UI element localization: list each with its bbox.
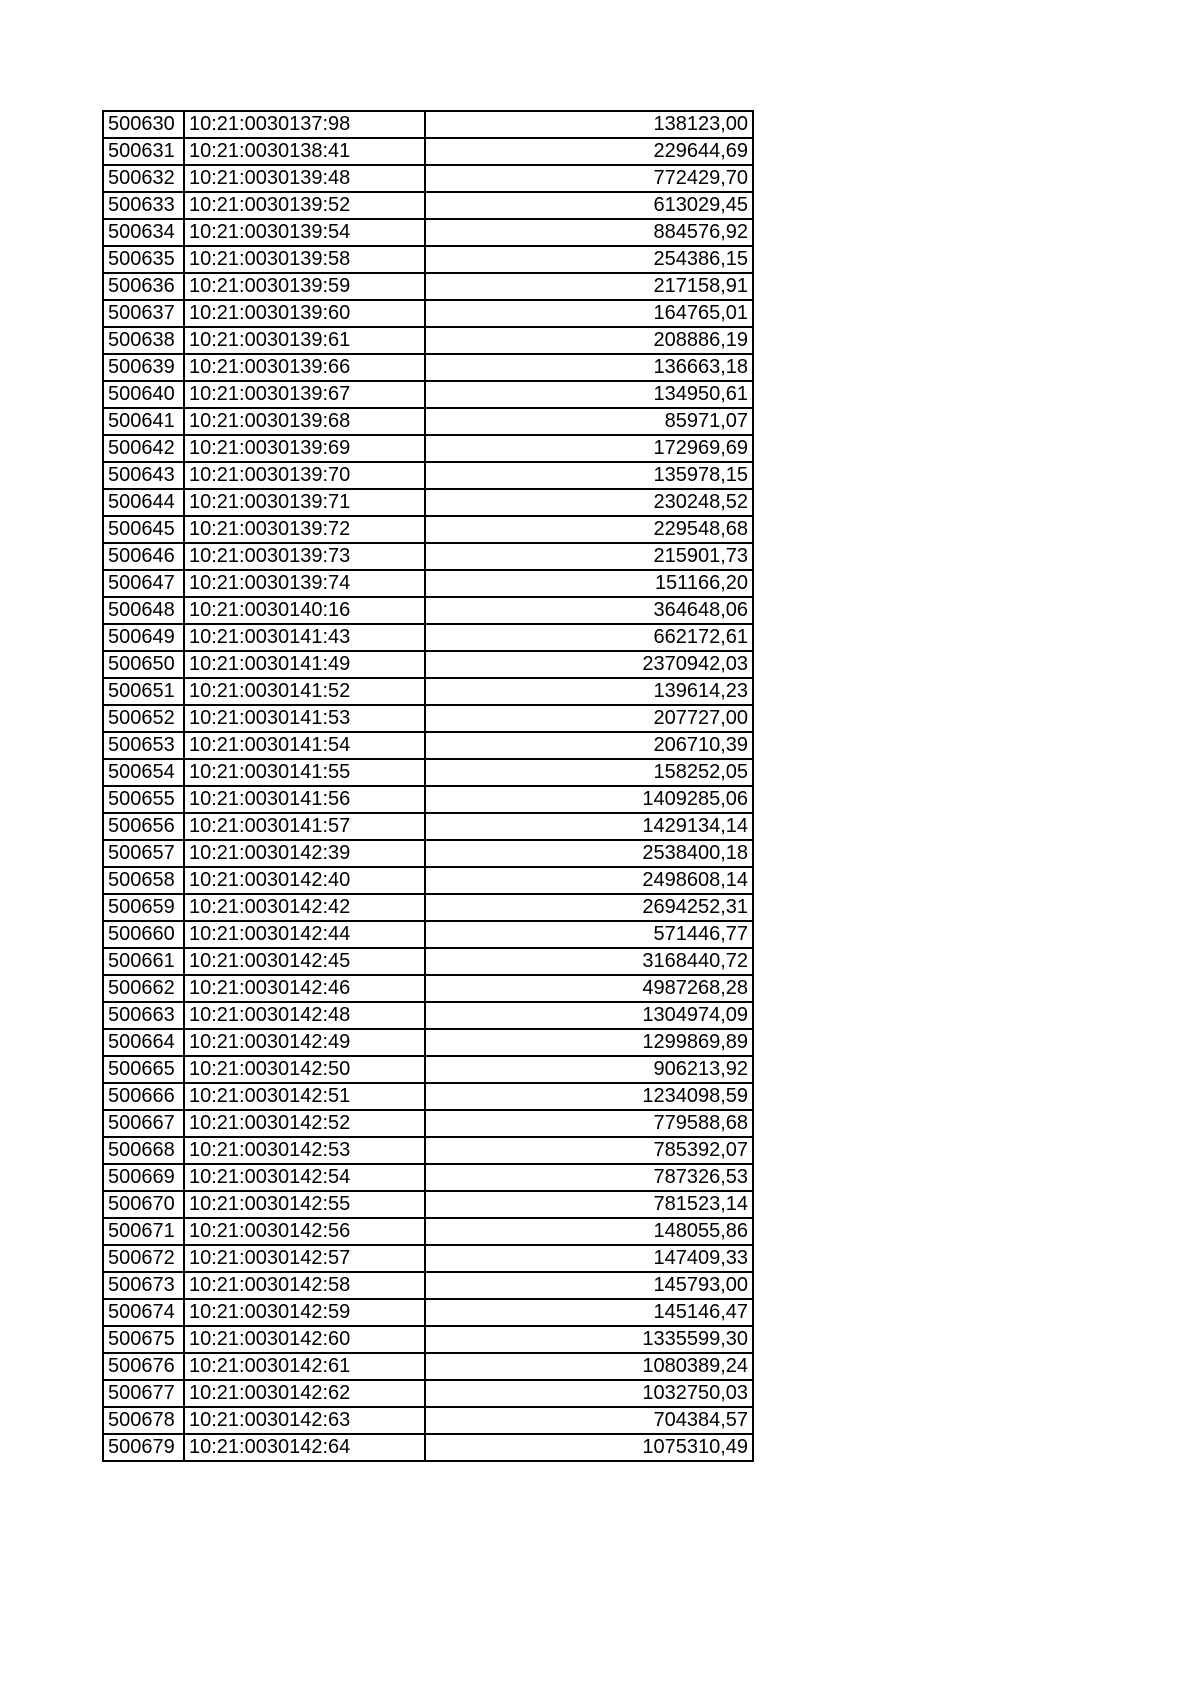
table-row (103, 1083, 753, 1110)
cell-cadastral-number: 10:21:0030142:56 (184, 1218, 425, 1245)
table-row (103, 840, 753, 867)
table-row (103, 138, 753, 165)
cell-id: 500633 (103, 192, 184, 219)
table-row (103, 219, 753, 246)
table-row (103, 894, 753, 921)
table-row (103, 1191, 753, 1218)
cell-cadastral-number: 10:21:0030142:42 (184, 894, 425, 921)
cell-cadastral-number: 10:21:0030141:54 (184, 732, 425, 759)
table-row (103, 192, 753, 219)
cell-id: 500634 (103, 219, 184, 246)
cell-amount: 151166,20 (425, 570, 753, 597)
cell-id: 500678 (103, 1407, 184, 1434)
cell-amount: 1234098,59 (425, 1083, 753, 1110)
cell-id: 500679 (103, 1434, 184, 1461)
table-row (103, 597, 753, 624)
table-row (103, 462, 753, 489)
cell-cadastral-number: 10:21:0030139:74 (184, 570, 425, 597)
table-row (103, 300, 753, 327)
cell-cadastral-number: 10:21:0030142:59 (184, 1299, 425, 1326)
cell-id: 500649 (103, 624, 184, 651)
cell-id: 500660 (103, 921, 184, 948)
cell-amount: 2498608,14 (425, 867, 753, 894)
cell-amount: 164765,01 (425, 300, 753, 327)
cell-amount: 2694252,31 (425, 894, 753, 921)
cell-amount: 571446,77 (425, 921, 753, 948)
cell-cadastral-number: 10:21:0030142:49 (184, 1029, 425, 1056)
cell-amount: 206710,39 (425, 732, 753, 759)
cell-amount: 139614,23 (425, 678, 753, 705)
cell-id: 500645 (103, 516, 184, 543)
cell-amount: 1429134,14 (425, 813, 753, 840)
table-row (103, 651, 753, 678)
cell-cadastral-number: 10:21:0030141:55 (184, 759, 425, 786)
cell-cadastral-number: 10:21:0030139:54 (184, 219, 425, 246)
table-row (103, 759, 753, 786)
cell-id: 500677 (103, 1380, 184, 1407)
cell-id: 500674 (103, 1299, 184, 1326)
cell-cadastral-number: 10:21:0030142:63 (184, 1407, 425, 1434)
cell-id: 500635 (103, 246, 184, 273)
table-row (103, 273, 753, 300)
table-row (103, 1218, 753, 1245)
cell-cadastral-number: 10:21:0030138:41 (184, 138, 425, 165)
cell-cadastral-number: 10:21:0030140:16 (184, 597, 425, 624)
table-row (103, 1326, 753, 1353)
cell-amount: 135978,15 (425, 462, 753, 489)
cell-id: 500672 (103, 1245, 184, 1272)
cell-amount: 662172,61 (425, 624, 753, 651)
table-row (103, 1164, 753, 1191)
cell-id: 500673 (103, 1272, 184, 1299)
cell-cadastral-number: 10:21:0030139:69 (184, 435, 425, 462)
cell-amount: 145793,00 (425, 1272, 753, 1299)
cell-cadastral-number: 10:21:0030139:70 (184, 462, 425, 489)
cell-amount: 145146,47 (425, 1299, 753, 1326)
cell-amount: 364648,06 (425, 597, 753, 624)
table-row (103, 354, 753, 381)
table-row (103, 1299, 753, 1326)
cell-cadastral-number: 10:21:0030141:43 (184, 624, 425, 651)
cell-amount: 1304974,09 (425, 1002, 753, 1029)
table-row (103, 327, 753, 354)
cell-id: 500648 (103, 597, 184, 624)
cell-amount: 172969,69 (425, 435, 753, 462)
cell-cadastral-number: 10:21:0030142:39 (184, 840, 425, 867)
table-row (103, 921, 753, 948)
cell-cadastral-number: 10:21:0030137:98 (184, 111, 425, 138)
cell-cadastral-number: 10:21:0030142:48 (184, 1002, 425, 1029)
cell-cadastral-number: 10:21:0030142:44 (184, 921, 425, 948)
table-row (103, 678, 753, 705)
cell-amount: 1032750,03 (425, 1380, 753, 1407)
table-row (103, 813, 753, 840)
cell-amount: 136663,18 (425, 354, 753, 381)
cell-amount: 884576,92 (425, 219, 753, 246)
cell-amount: 2538400,18 (425, 840, 753, 867)
cell-cadastral-number: 10:21:0030142:50 (184, 1056, 425, 1083)
cell-cadastral-number: 10:21:0030139:71 (184, 489, 425, 516)
cell-amount: 134950,61 (425, 381, 753, 408)
table-row (103, 1056, 753, 1083)
cell-amount: 215901,73 (425, 543, 753, 570)
table-row (103, 867, 753, 894)
table-row (103, 570, 753, 597)
cell-cadastral-number: 10:21:0030142:45 (184, 948, 425, 975)
table-row (103, 948, 753, 975)
cell-cadastral-number: 10:21:0030142:55 (184, 1191, 425, 1218)
table-body (103, 111, 753, 1461)
table-row (103, 1110, 753, 1137)
cell-id: 500659 (103, 894, 184, 921)
table-row (103, 1272, 753, 1299)
cell-id: 500661 (103, 948, 184, 975)
cell-amount: 4987268,28 (425, 975, 753, 1002)
cell-cadastral-number: 10:21:0030139:72 (184, 516, 425, 543)
table-row (103, 381, 753, 408)
cell-cadastral-number: 10:21:0030142:57 (184, 1245, 425, 1272)
cell-amount: 207727,00 (425, 705, 753, 732)
table-row (103, 1245, 753, 1272)
cell-id: 500676 (103, 1353, 184, 1380)
cell-id: 500666 (103, 1083, 184, 1110)
cell-cadastral-number: 10:21:0030139:61 (184, 327, 425, 354)
cell-cadastral-number: 10:21:0030142:52 (184, 1110, 425, 1137)
table-row (103, 489, 753, 516)
cell-cadastral-number: 10:21:0030141:52 (184, 678, 425, 705)
table-row (103, 111, 753, 138)
data-table (102, 110, 754, 1462)
cell-cadastral-number: 10:21:0030141:49 (184, 651, 425, 678)
cell-amount: 772429,70 (425, 165, 753, 192)
cell-amount: 208886,19 (425, 327, 753, 354)
cell-amount: 1075310,49 (425, 1434, 753, 1461)
cell-id: 500638 (103, 327, 184, 354)
cell-id: 500664 (103, 1029, 184, 1056)
cell-id: 500658 (103, 867, 184, 894)
table-row (103, 1353, 753, 1380)
cell-id: 500653 (103, 732, 184, 759)
cell-id: 500632 (103, 165, 184, 192)
table-row (103, 1434, 753, 1461)
cell-id: 500654 (103, 759, 184, 786)
table-row (103, 705, 753, 732)
table-row (103, 786, 753, 813)
cell-cadastral-number: 10:21:0030139:59 (184, 273, 425, 300)
cell-amount: 787326,53 (425, 1164, 753, 1191)
cell-cadastral-number: 10:21:0030139:68 (184, 408, 425, 435)
cell-amount: 781523,14 (425, 1191, 753, 1218)
cell-id: 500641 (103, 408, 184, 435)
table-row (103, 516, 753, 543)
cell-cadastral-number: 10:21:0030142:60 (184, 1326, 425, 1353)
table-row (103, 408, 753, 435)
cell-amount: 138123,00 (425, 111, 753, 138)
cell-amount: 785392,07 (425, 1137, 753, 1164)
cell-cadastral-number: 10:21:0030142:62 (184, 1380, 425, 1407)
cell-amount: 779588,68 (425, 1110, 753, 1137)
cell-cadastral-number: 10:21:0030142:53 (184, 1137, 425, 1164)
cell-cadastral-number: 10:21:0030142:54 (184, 1164, 425, 1191)
cell-id: 500652 (103, 705, 184, 732)
table-row (103, 165, 753, 192)
cell-amount: 906213,92 (425, 1056, 753, 1083)
cell-amount: 147409,33 (425, 1245, 753, 1272)
cell-id: 500644 (103, 489, 184, 516)
cell-amount: 1299869,89 (425, 1029, 753, 1056)
cell-cadastral-number: 10:21:0030142:46 (184, 975, 425, 1002)
table-row (103, 543, 753, 570)
cell-amount: 613029,45 (425, 192, 753, 219)
cell-id: 500650 (103, 651, 184, 678)
cell-amount: 217158,91 (425, 273, 753, 300)
cell-cadastral-number: 10:21:0030139:48 (184, 165, 425, 192)
cell-cadastral-number: 10:21:0030139:60 (184, 300, 425, 327)
table-row (103, 732, 753, 759)
cell-id: 500667 (103, 1110, 184, 1137)
table-row (103, 975, 753, 1002)
cell-id: 500639 (103, 354, 184, 381)
cell-id: 500655 (103, 786, 184, 813)
cell-amount: 148055,86 (425, 1218, 753, 1245)
cell-cadastral-number: 10:21:0030142:64 (184, 1434, 425, 1461)
table-row (103, 1002, 753, 1029)
table-row (103, 246, 753, 273)
table-row (103, 624, 753, 651)
cell-id: 500663 (103, 1002, 184, 1029)
cell-amount: 230248,52 (425, 489, 753, 516)
cell-cadastral-number: 10:21:0030142:40 (184, 867, 425, 894)
cell-cadastral-number: 10:21:0030139:73 (184, 543, 425, 570)
cell-id: 500636 (103, 273, 184, 300)
cell-id: 500669 (103, 1164, 184, 1191)
cell-amount: 704384,57 (425, 1407, 753, 1434)
cell-amount: 229644,69 (425, 138, 753, 165)
cell-cadastral-number: 10:21:0030139:67 (184, 381, 425, 408)
cell-id: 500668 (103, 1137, 184, 1164)
cell-cadastral-number: 10:21:0030141:53 (184, 705, 425, 732)
table-row (103, 1380, 753, 1407)
cell-id: 500643 (103, 462, 184, 489)
cell-cadastral-number: 10:21:0030139:66 (184, 354, 425, 381)
table-row (103, 1407, 753, 1434)
cell-id: 500642 (103, 435, 184, 462)
cell-amount: 254386,15 (425, 246, 753, 273)
cell-id: 500671 (103, 1218, 184, 1245)
cell-id: 500665 (103, 1056, 184, 1083)
cell-id: 500630 (103, 111, 184, 138)
cell-amount: 3168440,72 (425, 948, 753, 975)
cell-amount: 158252,05 (425, 759, 753, 786)
cell-cadastral-number: 10:21:0030142:58 (184, 1272, 425, 1299)
cell-id: 500657 (103, 840, 184, 867)
cell-cadastral-number: 10:21:0030139:58 (184, 246, 425, 273)
cell-cadastral-number: 10:21:0030141:56 (184, 786, 425, 813)
cell-cadastral-number: 10:21:0030139:52 (184, 192, 425, 219)
table-row (103, 1137, 753, 1164)
cell-id: 500651 (103, 678, 184, 705)
cell-id: 500646 (103, 543, 184, 570)
cell-cadastral-number: 10:21:0030141:57 (184, 813, 425, 840)
cell-id: 500662 (103, 975, 184, 1002)
cell-id: 500656 (103, 813, 184, 840)
table-row (103, 435, 753, 462)
cell-id: 500637 (103, 300, 184, 327)
cell-amount: 1335599,30 (425, 1326, 753, 1353)
cell-id: 500647 (103, 570, 184, 597)
cell-id: 500670 (103, 1191, 184, 1218)
table-row (103, 1029, 753, 1056)
cell-amount: 1409285,06 (425, 786, 753, 813)
cell-id: 500675 (103, 1326, 184, 1353)
cell-amount: 85971,07 (425, 408, 753, 435)
cell-amount: 1080389,24 (425, 1353, 753, 1380)
cell-cadastral-number: 10:21:0030142:61 (184, 1353, 425, 1380)
cell-amount: 229548,68 (425, 516, 753, 543)
cell-id: 500640 (103, 381, 184, 408)
cell-amount: 2370942,03 (425, 651, 753, 678)
cell-id: 500631 (103, 138, 184, 165)
cell-cadastral-number: 10:21:0030142:51 (184, 1083, 425, 1110)
